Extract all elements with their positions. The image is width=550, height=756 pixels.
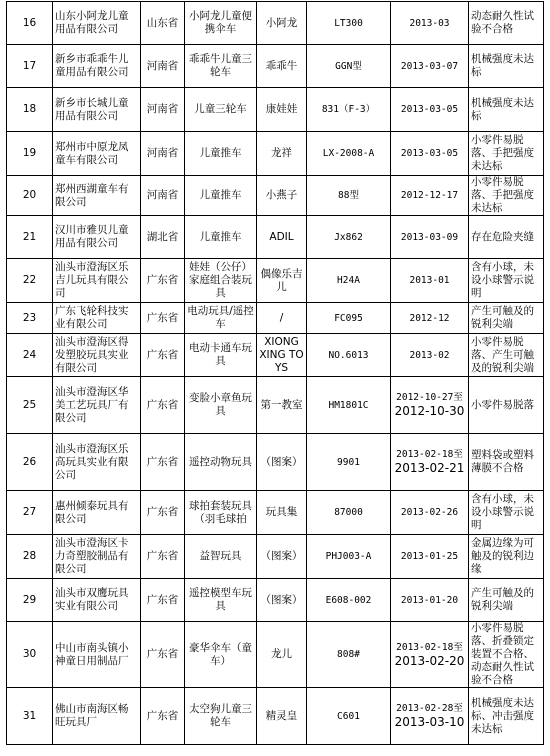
table-row	[7, 88, 544, 132]
province: 广东省	[141, 579, 185, 622]
province: 湖北省	[141, 216, 185, 259]
model: FC095	[307, 303, 391, 334]
production-date: 2013-03-05	[391, 88, 469, 132]
date-range-end: 2013-02-20	[394, 653, 465, 668]
defect-reason: 产生可触及的锐利尖端	[469, 579, 544, 622]
model: 87000	[307, 491, 391, 535]
brand: XIONG XING TOYS	[257, 334, 307, 377]
province: 广东省	[141, 434, 185, 491]
model: 9901	[307, 434, 391, 491]
row-number: 22	[7, 259, 53, 303]
province: 河南省	[141, 176, 185, 216]
table-row	[7, 216, 544, 259]
defect-reason: 动态耐久性试验不合格	[469, 2, 544, 45]
table-row	[7, 377, 544, 434]
model: 831（F-3）	[307, 88, 391, 132]
province: 广东省	[141, 688, 185, 745]
brand: （图案）	[257, 579, 307, 622]
production-date	[391, 622, 469, 688]
row-number: 25	[7, 377, 53, 434]
model: HM1801C	[307, 377, 391, 434]
brand: 康娃娃	[257, 88, 307, 132]
production-date	[391, 377, 469, 434]
defect-reason: 含有小球，未设小球警示说明	[469, 491, 544, 535]
province: 广东省	[141, 303, 185, 334]
model: Jx862	[307, 216, 391, 259]
defect-reason: 金属边缘为可触及的锐利边缘	[469, 535, 544, 579]
company-name: 汕头市双鹰玩具实业有限公司	[53, 579, 141, 622]
date-range-start: 2013-02-28至	[396, 703, 463, 714]
model: GGN型	[307, 45, 391, 88]
brand: 龙祥	[257, 132, 307, 176]
row-number: 16	[7, 2, 53, 45]
brand: ADIL	[257, 216, 307, 259]
defect-reason: 存在危险夹缝	[469, 216, 544, 259]
table-row	[7, 579, 544, 622]
product-name: 遥控模型车玩具	[185, 579, 257, 622]
production-date: 2013-02-26	[391, 491, 469, 535]
row-number: 18	[7, 88, 53, 132]
row-number: 23	[7, 303, 53, 334]
model: LT300	[307, 2, 391, 45]
province: 广东省	[141, 377, 185, 434]
model: NO.6013	[307, 334, 391, 377]
row-number: 31	[7, 688, 53, 745]
province: 河南省	[141, 88, 185, 132]
date-range-end: 2013-02-21	[394, 461, 465, 475]
recall-table-container	[6, 1, 543, 745]
product-name: 益智玩具	[185, 535, 257, 579]
recall-table	[6, 1, 544, 745]
product-name: 儿童推车	[185, 176, 257, 216]
brand: 第一教室	[257, 377, 307, 434]
company-name: 广东飞轮科技实业有限公司	[53, 303, 141, 334]
brand: 乖乖牛	[257, 45, 307, 88]
model: 808#	[307, 622, 391, 688]
defect-reason: 含有小球，未设小球警示说明	[469, 259, 544, 303]
province: 广东省	[141, 622, 185, 688]
brand: （图案）	[257, 535, 307, 579]
date-range-end: 2012-10-30	[394, 404, 465, 418]
defect-reason: 机械强度未达标	[469, 45, 544, 88]
defect-reason: 小零件易脱落、手把强度未达标	[469, 132, 544, 176]
model: PHJ003-A	[307, 535, 391, 579]
row-number: 28	[7, 535, 53, 579]
province: 广东省	[141, 491, 185, 535]
model: E608-002	[307, 579, 391, 622]
defect-reason: 小零件易脱落、折叠锁定装置不合格、动态耐久性试验不合格	[469, 622, 544, 688]
defect-reason: 小零件易脱落、手把强度未达标	[469, 176, 544, 216]
product-name: 儿童推车	[185, 132, 257, 176]
brand: （图案）	[257, 434, 307, 491]
brand: 小阿龙	[257, 2, 307, 45]
row-number: 17	[7, 45, 53, 88]
row-number: 26	[7, 434, 53, 491]
product-name: 乖乖牛儿童三轮车	[185, 45, 257, 88]
province: 河南省	[141, 45, 185, 88]
model: LX-2008-A	[307, 132, 391, 176]
company-name: 汕头市澄海区乐高玩具实业有限公司	[53, 434, 141, 491]
product-name: 电动玩具/遥控车	[185, 303, 257, 334]
row-number: 30	[7, 622, 53, 688]
brand: 偶像乐吉儿	[257, 259, 307, 303]
row-number: 21	[7, 216, 53, 259]
company-name: 汕头市澄海区卡力奇塑胶制品有限公司	[53, 535, 141, 579]
product-name: 豪华伞车（童车）	[185, 622, 257, 688]
province: 广东省	[141, 535, 185, 579]
table-row	[7, 176, 544, 216]
table-row	[7, 334, 544, 377]
model: C601	[307, 688, 391, 745]
company-name: 佛山市南海区畅旺玩具厂	[53, 688, 141, 745]
table-row	[7, 132, 544, 176]
production-date: 2012-12	[391, 303, 469, 334]
production-date: 2013-03	[391, 2, 469, 45]
product-name: 娃娃（公仔）家庭组合装玩具	[185, 259, 257, 303]
row-number: 24	[7, 334, 53, 377]
production-date: 2013-03-07	[391, 45, 469, 88]
date-range-start: 2013-02-18至	[396, 449, 463, 460]
company-name: 惠州倾泰玩具有限公司	[53, 491, 141, 535]
company-name: 新乡市长城儿童用品有限公司	[53, 88, 141, 132]
product-name: 遥控动物玩具	[185, 434, 257, 491]
province: 河南省	[141, 132, 185, 176]
model: 88型	[307, 176, 391, 216]
table-row	[7, 491, 544, 535]
model: H24A	[307, 259, 391, 303]
table-row	[7, 303, 544, 334]
table-row	[7, 2, 544, 45]
production-date	[391, 688, 469, 745]
row-number: 27	[7, 491, 53, 535]
company-name: 中山市南头镇小神童日用制品厂	[53, 622, 141, 688]
row-number: 20	[7, 176, 53, 216]
brand: /	[257, 303, 307, 334]
defect-reason: 机械强度未达标	[469, 88, 544, 132]
defect-reason: 小零件易脱落、产生可触及的锐利尖端	[469, 334, 544, 377]
product-name: 电动卡通车玩具	[185, 334, 257, 377]
defect-reason: 小零件易脱落	[469, 377, 544, 434]
date-range-start: 2013-02-18至	[396, 641, 463, 653]
company-name: 汕头市澄海区华美工艺玩具厂有限公司	[53, 377, 141, 434]
table-row	[7, 688, 544, 745]
product-name: 太空狗儿童三轮车	[185, 688, 257, 745]
date-range-start: 2012-10-27至	[396, 392, 463, 403]
row-number: 29	[7, 579, 53, 622]
table-row	[7, 259, 544, 303]
table-row	[7, 45, 544, 88]
province: 广东省	[141, 259, 185, 303]
company-name: 郑州西湖童车有限公司	[53, 176, 141, 216]
brand: 玩具集	[257, 491, 307, 535]
brand: 龙儿	[257, 622, 307, 688]
production-date: 2013-02	[391, 334, 469, 377]
table-row	[7, 535, 544, 579]
company-name: 郑州市中原龙凤童车有限公司	[53, 132, 141, 176]
production-date: 2013-01-20	[391, 579, 469, 622]
production-date: 2013-03-09	[391, 216, 469, 259]
product-name: 变脸小章鱼玩具	[185, 377, 257, 434]
production-date: 2012-12-17	[391, 176, 469, 216]
product-name: 儿童三轮车	[185, 88, 257, 132]
company-name: 山东小阿龙儿童用品有限公司	[53, 2, 141, 45]
defect-reason: 机械强度未达标、冲击强度未达标	[469, 688, 544, 745]
product-name: 小阿龙儿童便携伞车	[185, 2, 257, 45]
company-name: 汉川市雅贝儿童用品有限公司	[53, 216, 141, 259]
defect-reason: 产生可触及的锐利尖端	[469, 303, 544, 334]
company-name: 新乡市乖乖牛儿童用品有限公司	[53, 45, 141, 88]
product-name: 儿童推车	[185, 216, 257, 259]
province: 山东省	[141, 2, 185, 45]
table-row	[7, 434, 544, 491]
table-row	[7, 622, 544, 688]
date-range-end: 2013-03-10	[394, 715, 465, 729]
company-name: 汕头市澄海区得发塑胶玩具实业有限公司	[53, 334, 141, 377]
product-name: 球拍套装玩具（羽毛球拍	[185, 491, 257, 535]
company-name: 汕头市澄海区乐吉儿玩具有限公司	[53, 259, 141, 303]
province: 广东省	[141, 334, 185, 377]
production-date: 2013-03-05	[391, 132, 469, 176]
brand: 精灵皇	[257, 688, 307, 745]
defect-reason: 塑料袋或塑料薄膜不合格	[469, 434, 544, 491]
row-number: 19	[7, 132, 53, 176]
brand: 小燕子	[257, 176, 307, 216]
production-date: 2013-01-25	[391, 535, 469, 579]
production-date: 2013-01	[391, 259, 469, 303]
production-date	[391, 434, 469, 491]
